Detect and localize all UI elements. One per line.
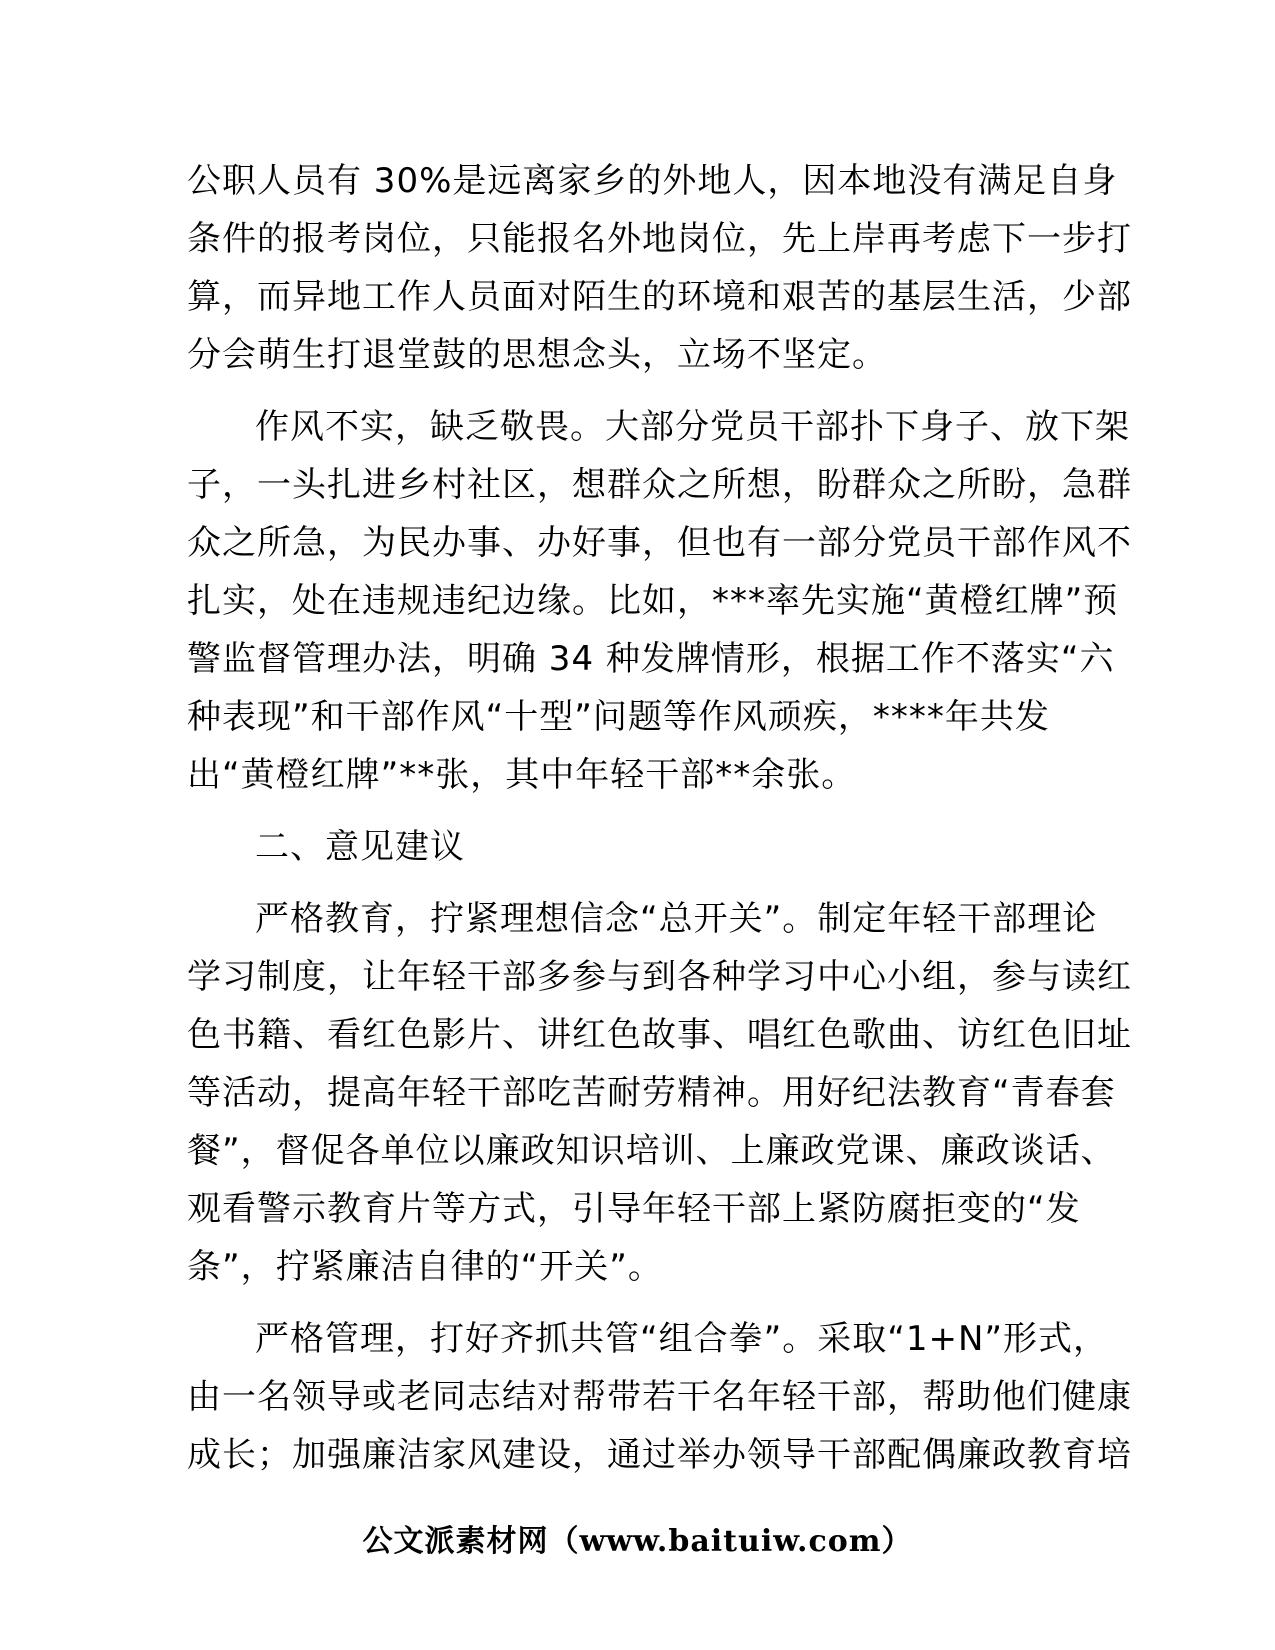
section-heading: [187, 818, 1087, 876]
heading-text: 二、意见建议: [255, 827, 465, 867]
text-line: 条”，拧紧廉洁自律的“开关”。: [187, 1247, 663, 1287]
paragraph-4: [187, 890, 1132, 1296]
text-line: 出“黄橙红牌”**张，其中年轻干部**余张。: [187, 755, 857, 795]
text-line: 种表现”和干部作风“十型”问题等作风顽疾，****年共发: [187, 697, 1050, 737]
text-line: 公职人员有 30%是远离家乡的外地人，因本地没有满足自身: [187, 161, 1118, 201]
paragraph-spacer: [187, 804, 1087, 818]
text-line: 分会萌生打退堂鼓的思想念头，立场不坚定。: [187, 335, 887, 375]
text-line: 警监督管理办法，明确 34 种发牌情形，根据工作不落实“六: [187, 639, 1115, 679]
text-line: 等活动，提高年轻干部吃苦耐劳精神。用好纪法教育“青春套: [187, 1073, 1116, 1113]
text-line: 算，而异地工作人员面对陌生的环境和艰苦的基层生活，少部: [187, 277, 1132, 317]
text-line: 众之所急，为民办事、办好事，但也有一部分党员干部作风不: [187, 523, 1132, 563]
text-line: 扎实，处在违规违纪边缘。比如，***率先实施“黄橙红牌”预: [187, 581, 1119, 621]
paragraph-5: [187, 1310, 1132, 1484]
paragraph-spacer: [187, 1296, 1087, 1310]
text-line: 严格管理，打好齐抓共管“组合拳”。采取“1+N”形式，: [255, 1319, 1109, 1359]
text-line: 成长；加强廉洁家风建设，通过举办领导干部配偶廉政教育培: [187, 1435, 1132, 1475]
text-line: 子，一头扎进乡村社区，想群众之所想，盼群众之所盼，急群: [187, 465, 1132, 505]
text-line: 严格教育，拧紧理想信念“总开关”。制定年轻干部理论: [255, 899, 1098, 939]
paragraph-2: [187, 398, 1132, 804]
footer-watermark: 公文派素材网（www.baituiw.com）: [362, 1524, 913, 1559]
text-line: 观看警示教育片等方式，引导年轻干部上紧防腐拒变的“发: [187, 1189, 1081, 1229]
paragraph-spacer: [187, 384, 1087, 398]
document-body: [187, 152, 1132, 1484]
text-line: 色书籍、看红色影片、讲红色故事、唱红色歌曲、访红色旧址: [187, 1015, 1132, 1055]
text-line: 餐”，督促各单位以廉政知识培训、上廉政党课、廉政谈话、: [187, 1131, 1116, 1171]
text-line: 由一名领导或老同志结对帮带若干名年轻干部，帮助他们健康: [187, 1377, 1132, 1417]
text-line: 条件的报考岗位，只能报名外地岗位，先上岸再考虑下一步打: [187, 219, 1132, 259]
text-line: 学习制度，让年轻干部多参与到各种学习中心小组，参与读红: [187, 957, 1132, 997]
paragraph-1: [187, 152, 1132, 384]
text-line: 作风不实，缺乏敬畏。大部分党员干部扑下身子、放下架: [255, 407, 1130, 447]
paragraph-spacer: [187, 876, 1087, 890]
